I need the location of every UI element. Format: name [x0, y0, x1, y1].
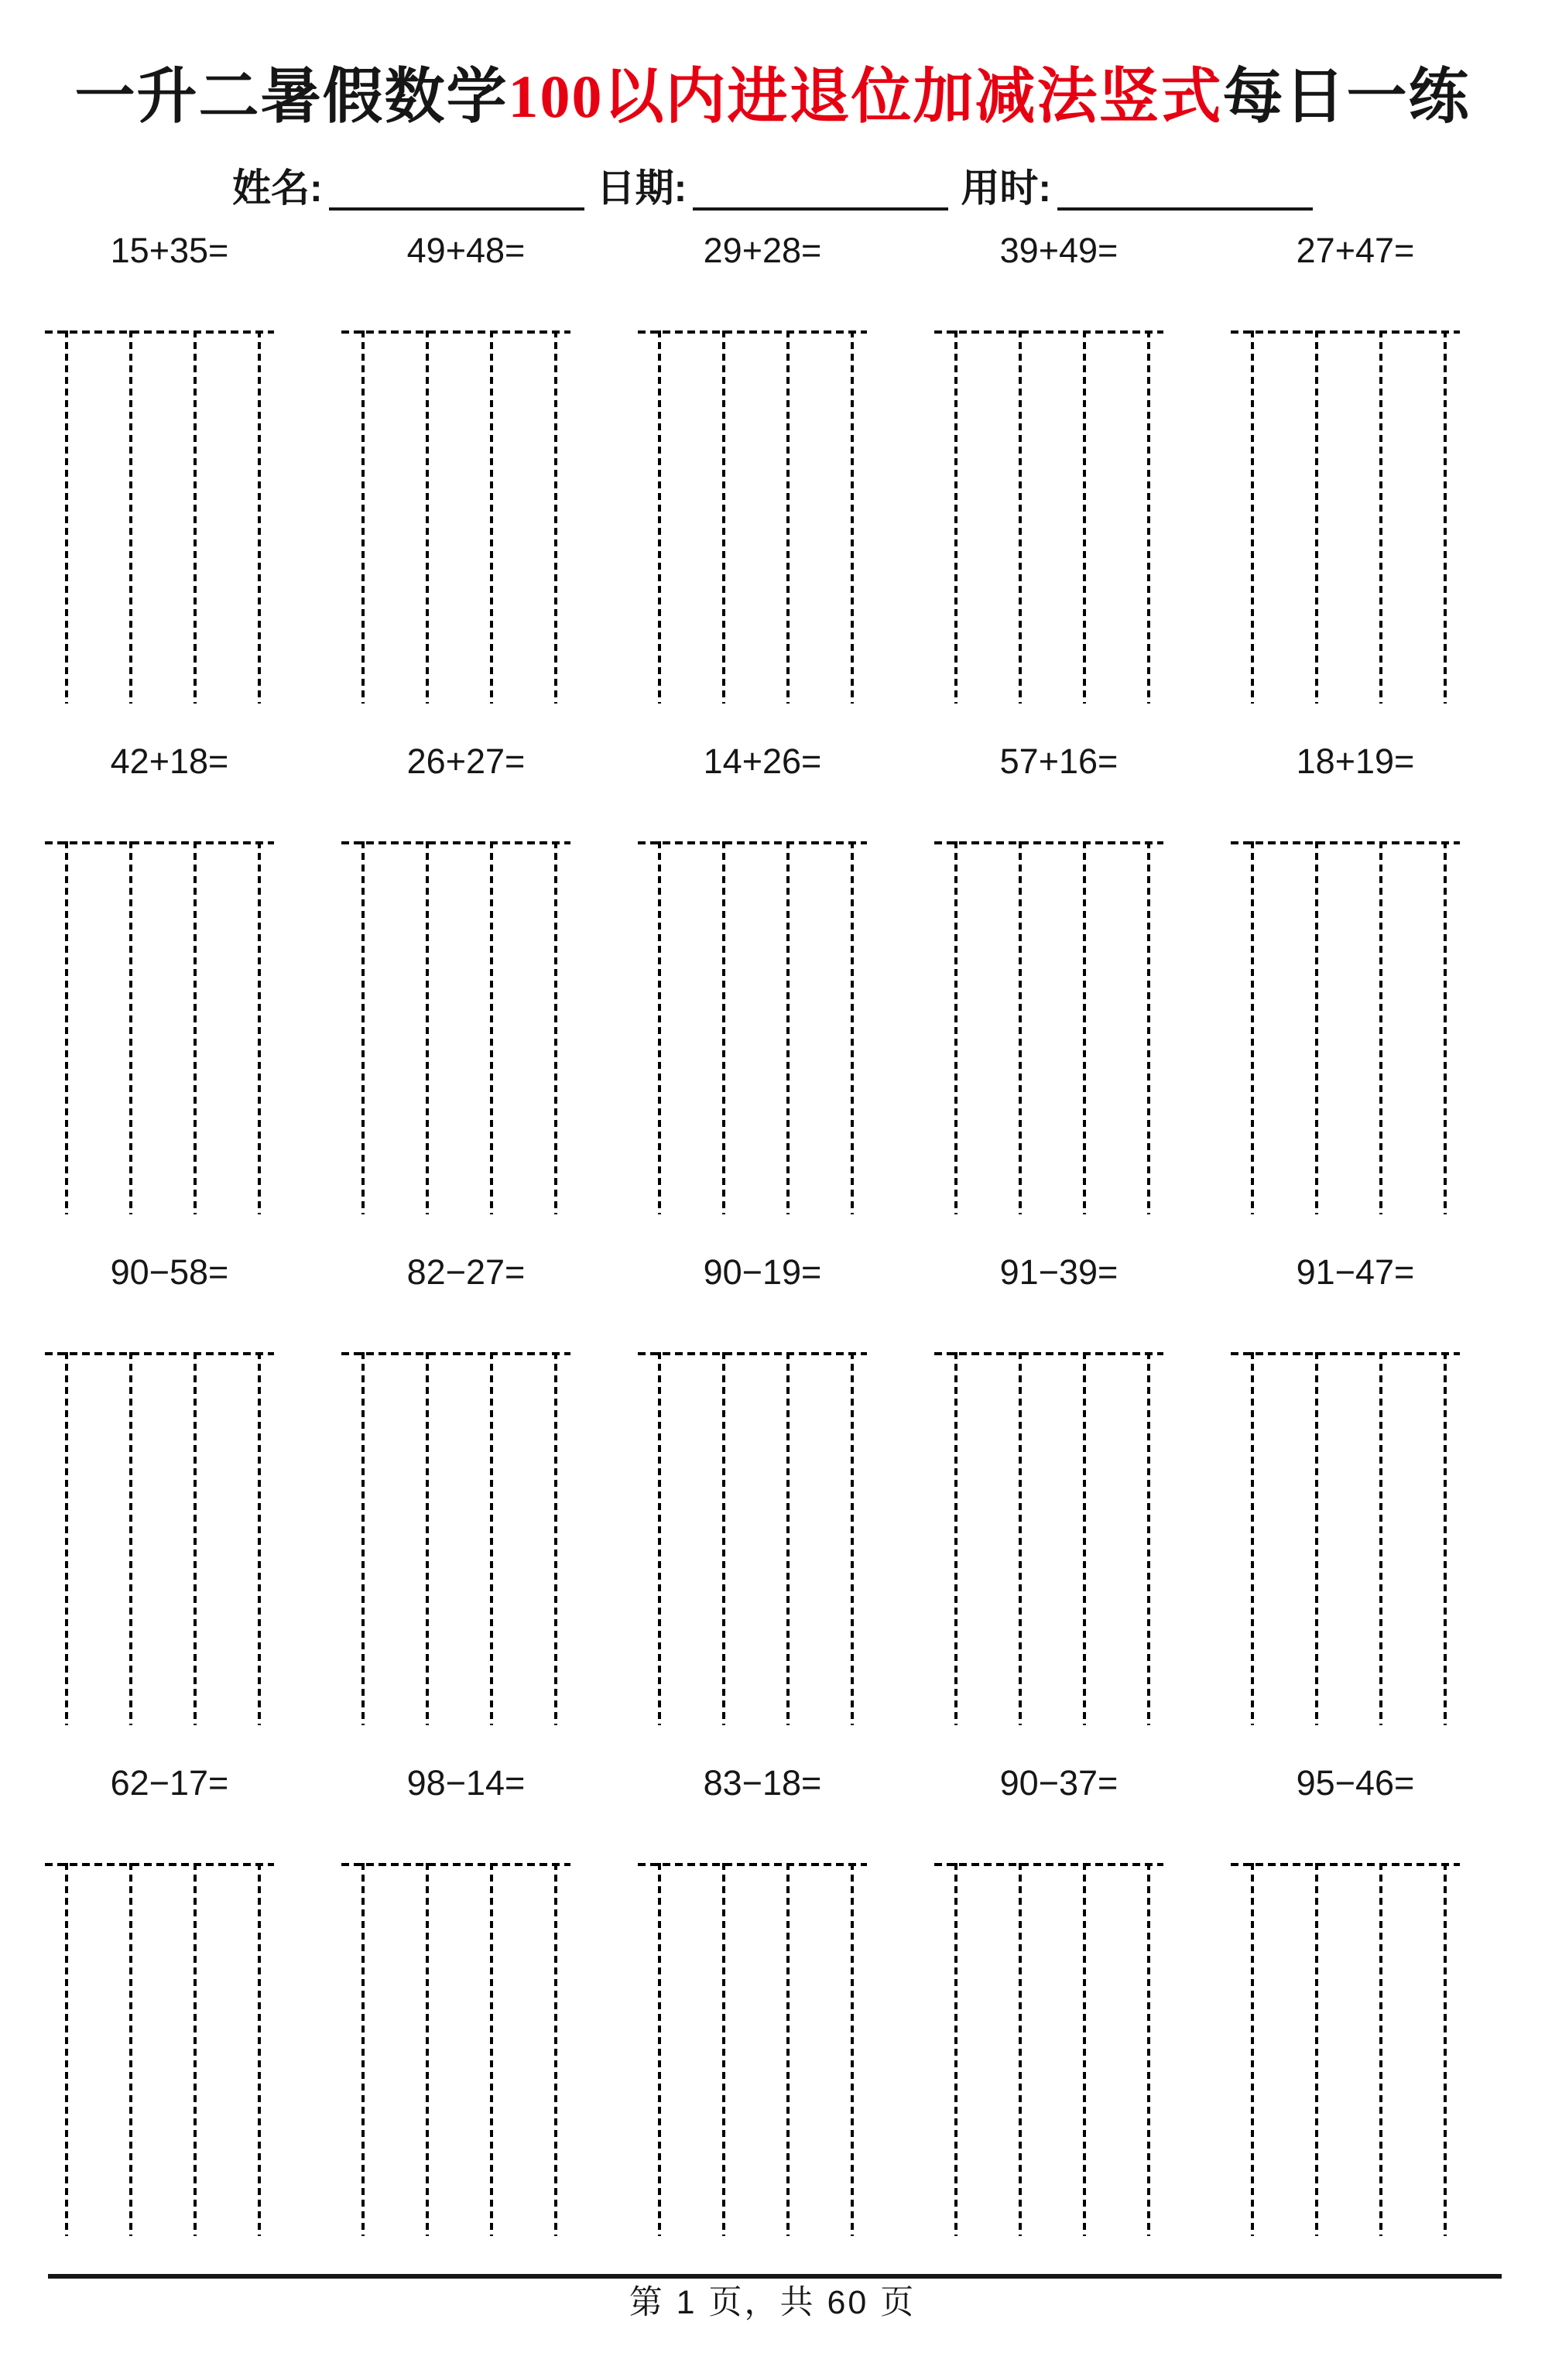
problem-label: 91−47=	[1296, 1252, 1415, 1292]
answer-work-grid	[638, 1863, 867, 2236]
work-grid-row	[45, 330, 1460, 704]
problem-label-row	[45, 231, 1460, 271]
problem-label: 62−17=	[110, 1763, 229, 1803]
problem-label: 98−14=	[406, 1763, 526, 1803]
problem-label: 42+18=	[110, 741, 229, 781]
work-grid-row	[45, 841, 1460, 1214]
answer-work-grid	[341, 841, 570, 1214]
answer-work-grid	[638, 841, 867, 1214]
date-label: 日期:	[596, 166, 687, 210]
answer-work-grid	[1231, 330, 1460, 704]
title-highlight: 100以内进退位加减法竖式	[508, 63, 1223, 130]
title-prefix: 一升二暑假数学	[74, 63, 509, 130]
problem-row	[45, 231, 1460, 741]
problem-label: 90−58=	[110, 1252, 229, 1292]
answer-work-grid	[341, 1352, 570, 1725]
problem-row	[45, 741, 1460, 1252]
problem-label: 49+48=	[406, 231, 526, 270]
time-field-group	[961, 166, 1313, 211]
problem-label: 90−37=	[999, 1763, 1118, 1803]
problem-label-row	[45, 1252, 1460, 1293]
problem-label: 95−46=	[1296, 1763, 1415, 1803]
time-label: 用时:	[961, 166, 1051, 210]
problem-label: 14+26=	[703, 741, 822, 781]
answer-work-grid	[638, 330, 867, 704]
footer-divider	[48, 2274, 1502, 2279]
answer-work-grid	[934, 841, 1163, 1214]
answer-work-grid	[934, 1352, 1163, 1725]
name-blank-line	[329, 166, 584, 211]
answer-work-grid	[341, 1863, 570, 2236]
answer-work-grid	[45, 1863, 274, 2236]
problem-label: 83−18=	[703, 1763, 822, 1803]
problem-label: 39+49=	[999, 231, 1118, 270]
work-grid-row	[45, 1352, 1460, 1725]
work-grid-row	[45, 1863, 1460, 2236]
name-label: 姓名:	[232, 166, 323, 210]
date-blank-line	[693, 166, 948, 211]
answer-work-grid	[45, 330, 274, 704]
page-number: 第 1 页，共 60 页	[629, 2284, 916, 2321]
problem-label-row	[45, 1763, 1460, 1803]
problem-label: 26+27=	[406, 741, 526, 781]
answer-work-grid	[1231, 841, 1460, 1214]
problem-label: 91−39=	[999, 1252, 1118, 1292]
time-blank-line	[1057, 166, 1313, 211]
problem-label: 15+35=	[110, 231, 229, 270]
answer-work-grid	[1231, 1863, 1460, 2236]
answer-work-grid	[45, 841, 274, 1214]
title-suffix: 每日一练	[1222, 63, 1471, 130]
problem-row	[45, 1252, 1460, 1763]
answer-work-grid	[934, 1863, 1163, 2236]
answer-work-grid	[638, 1352, 867, 1725]
problem-label: 82−27=	[406, 1252, 526, 1292]
problem-label: 27+47=	[1296, 231, 1415, 270]
problem-label: 90−19=	[703, 1252, 822, 1292]
answer-work-grid	[934, 330, 1163, 704]
name-field-group	[232, 166, 584, 211]
problems-area	[45, 231, 1460, 2274]
answer-work-grid	[341, 330, 570, 704]
problem-label-row	[45, 741, 1460, 782]
page-title	[0, 63, 1545, 130]
meta-row	[0, 166, 1545, 211]
date-field-group	[597, 166, 949, 211]
problem-label: 29+28=	[703, 231, 822, 270]
answer-work-grid	[45, 1352, 274, 1725]
problem-row	[45, 1763, 1460, 2274]
problem-label: 57+16=	[999, 741, 1118, 781]
answer-work-grid	[1231, 1352, 1460, 1725]
problem-label: 18+19=	[1296, 741, 1415, 781]
